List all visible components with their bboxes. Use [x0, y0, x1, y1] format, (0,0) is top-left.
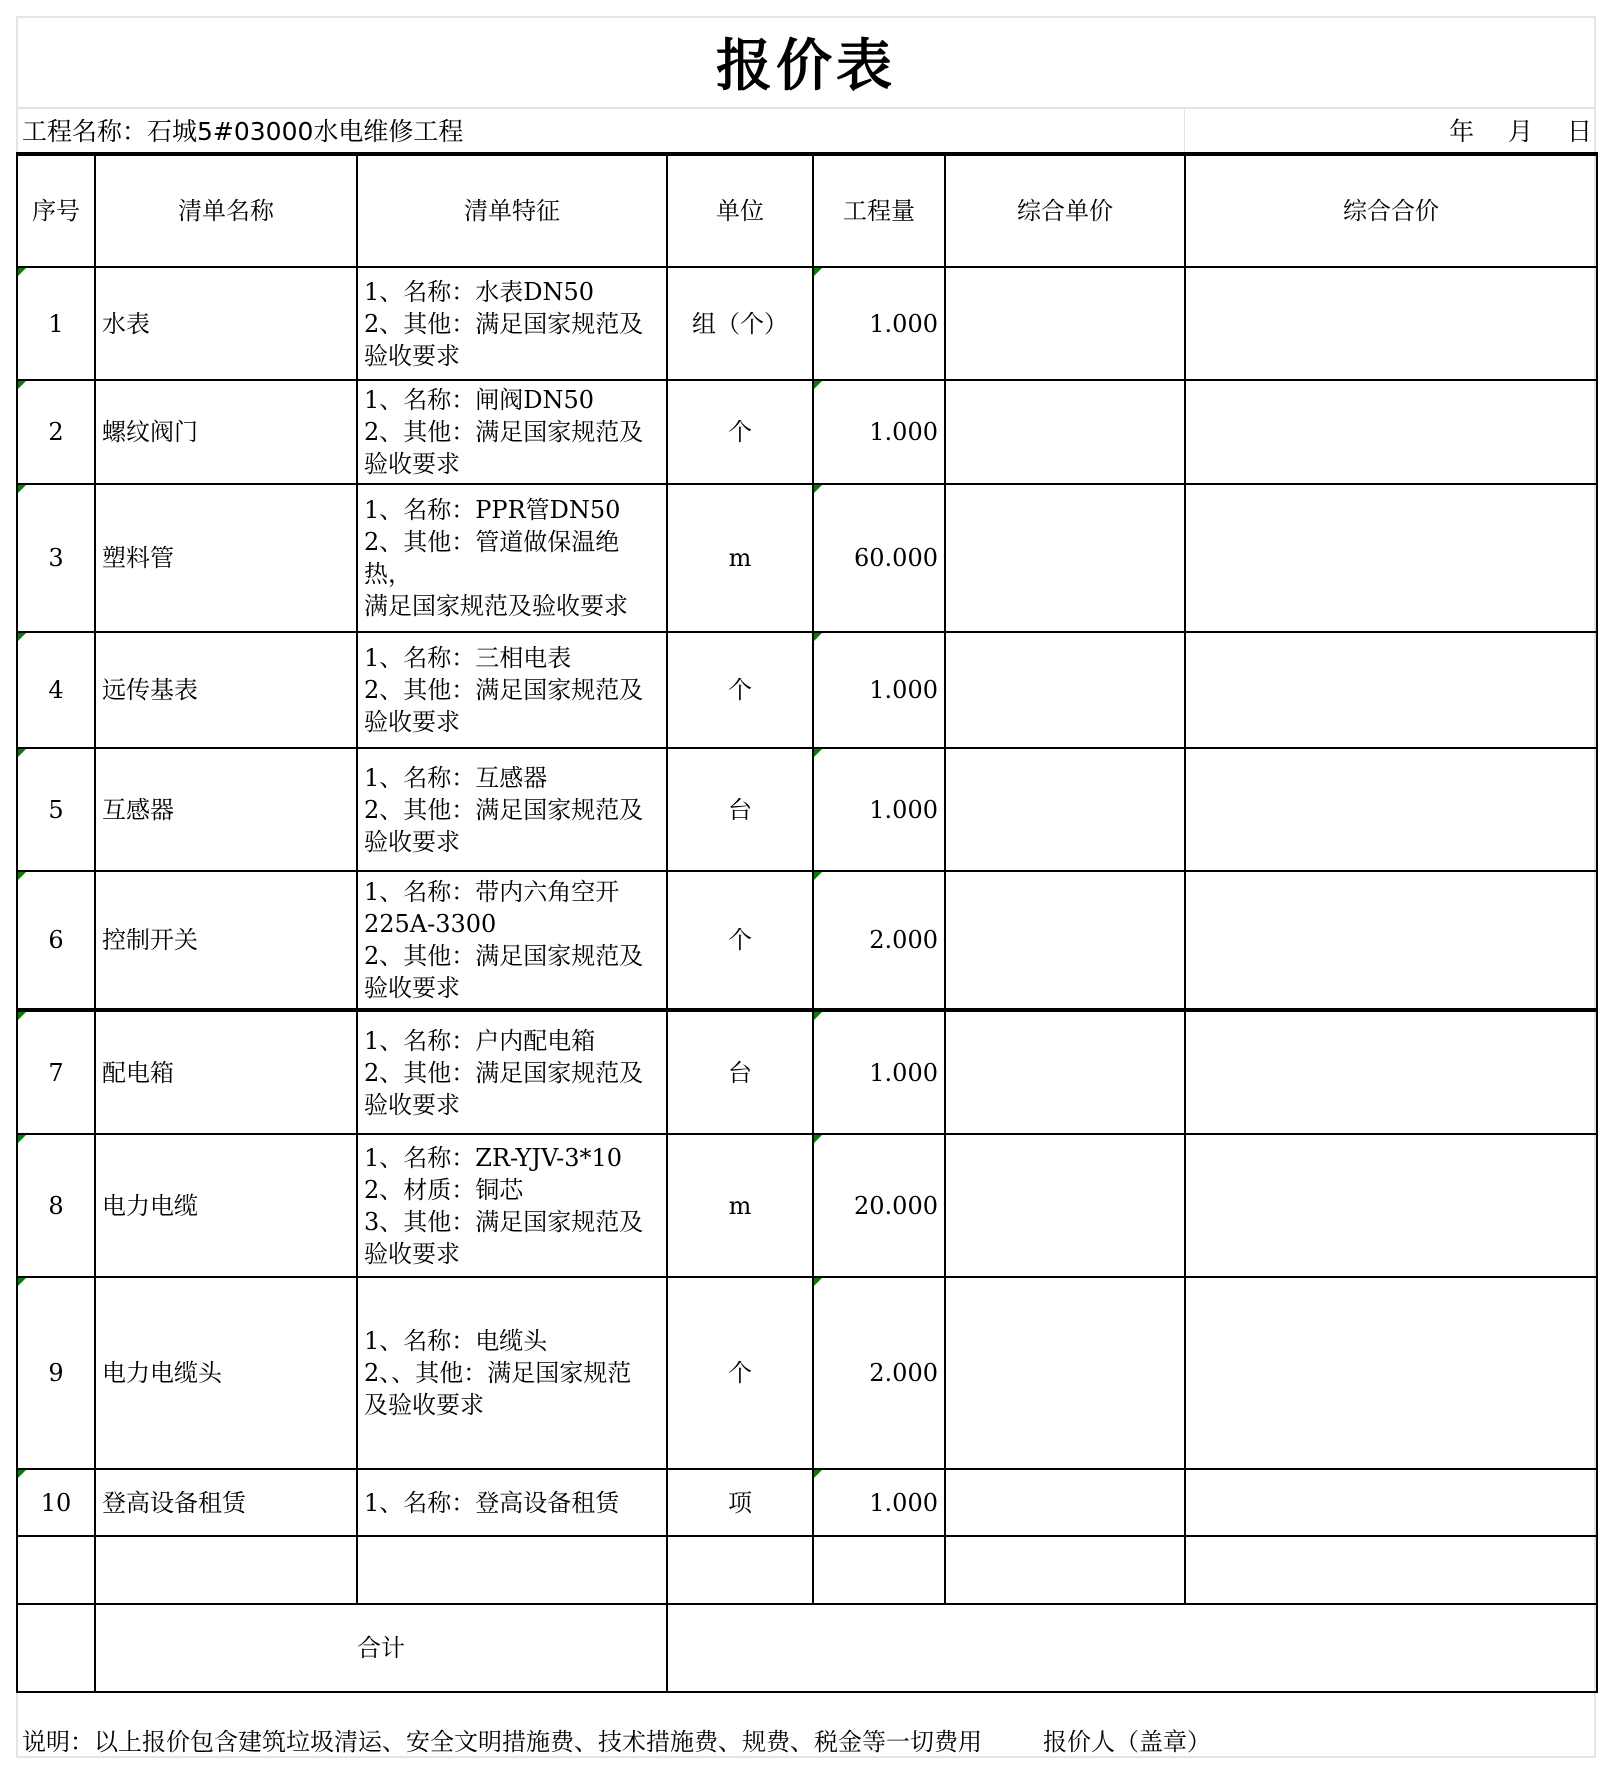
row-no: 7 — [17, 1010, 95, 1134]
item-name: 电力电缆 — [95, 1134, 357, 1277]
table-row — [17, 1010, 1597, 1134]
empty-cell[interactable] — [17, 1536, 95, 1604]
empty-cell[interactable] — [813, 1536, 945, 1604]
unit-price-cell[interactable] — [945, 748, 1185, 871]
item-unit: 个 — [667, 871, 813, 1010]
item-unit: m — [667, 484, 813, 632]
item-qty: 2.000 — [813, 871, 945, 1010]
item-qty: 2.000 — [813, 1277, 945, 1469]
row-no: 5 — [17, 748, 95, 871]
item-qty: 1.000 — [813, 748, 945, 871]
unit-price-cell[interactable] — [945, 380, 1185, 484]
project-name: 工程名称：石城5#03000水电维修工程 — [22, 117, 464, 146]
table-row — [17, 871, 1597, 1010]
item-unit: 台 — [667, 1010, 813, 1134]
item-qty: 20.000 — [813, 1134, 945, 1277]
table-row — [17, 484, 1597, 632]
table-row — [17, 1469, 1597, 1536]
row-no: 4 — [17, 632, 95, 748]
item-name: 远传基表 — [95, 632, 357, 748]
total-price-cell[interactable] — [1185, 484, 1597, 632]
table-row — [17, 380, 1597, 484]
item-qty: 1.000 — [813, 1010, 945, 1134]
header-name: 清单名称 — [95, 154, 357, 267]
item-feature: 1、名称：三相电表 2、其他：满足国家规范及 验收要求 — [357, 632, 667, 748]
unit-price-cell[interactable] — [945, 267, 1185, 380]
item-feature: 1、名称：登高设备租赁 — [357, 1469, 667, 1536]
signer-label: 报价人（盖章） — [1043, 1728, 1212, 1756]
row-no: 6 — [17, 871, 95, 1010]
item-name: 螺纹阀门 — [95, 380, 357, 484]
quote-table — [16, 152, 1598, 1693]
total-label: 合计 — [95, 1604, 667, 1692]
item-unit: 个 — [667, 632, 813, 748]
header-no: 序号 — [17, 154, 95, 267]
row-no: 2 — [17, 380, 95, 484]
item-qty: 1.000 — [813, 632, 945, 748]
row-no: 1 — [17, 267, 95, 380]
item-name: 配电箱 — [95, 1010, 357, 1134]
unit-price-cell[interactable] — [945, 1134, 1185, 1277]
total-price-cell[interactable] — [1185, 632, 1597, 748]
unit-price-cell[interactable] — [945, 1469, 1185, 1536]
item-unit: 项 — [667, 1469, 813, 1536]
total-blank — [17, 1604, 95, 1692]
item-feature: 1、名称：ZR-YJV-3*10 2、材质：铜芯 3、其他：满足国家规范及 验收要求 — [357, 1134, 667, 1277]
total-price-cell[interactable] — [1185, 1010, 1597, 1134]
item-feature: 1、名称：互感器 2、其他：满足国家规范及 验收要求 — [357, 748, 667, 871]
item-feature: 1、名称：户内配电箱 2、其他：满足国家规范及 验收要求 — [357, 1010, 667, 1134]
header-unit-price: 综合单价 — [945, 154, 1185, 267]
header-qty: 工程量 — [813, 154, 945, 267]
total-price-cell[interactable] — [1185, 1134, 1597, 1277]
table-row — [17, 748, 1597, 871]
table-row — [17, 267, 1597, 380]
date-label: 年 月 日 — [1449, 117, 1592, 146]
item-unit: 个 — [667, 380, 813, 484]
unit-price-cell[interactable] — [945, 1277, 1185, 1469]
item-feature: 1、名称：水表DN50 2、其他：满足国家规范及 验收要求 — [357, 267, 667, 380]
footer-description: 说明：以上报价包含建筑垃圾清运、安全文明措施费、技术措施费、规费、税金等一切费用 — [22, 1728, 982, 1756]
item-unit: m — [667, 1134, 813, 1277]
header-feature: 清单特征 — [357, 154, 667, 267]
item-feature: 1、名称：闸阀DN50 2、其他：满足国家规范及 验收要求 — [357, 380, 667, 484]
empty-cell[interactable] — [1185, 1536, 1597, 1604]
row-no: 9 — [17, 1277, 95, 1469]
item-unit: 个 — [667, 1277, 813, 1469]
table-row — [17, 1277, 1597, 1469]
total-price-cell[interactable] — [1185, 1277, 1597, 1469]
header-unit: 单位 — [667, 154, 813, 267]
unit-price-cell[interactable] — [945, 871, 1185, 1010]
item-feature: 1、名称：PPR管DN50 2、其他：管道做保温绝 热， 满足国家规范及验收要求 — [357, 484, 667, 632]
item-name: 互感器 — [95, 748, 357, 871]
total-price-cell[interactable] — [1185, 871, 1597, 1010]
unit-price-cell[interactable] — [945, 1010, 1185, 1134]
item-unit: 台 — [667, 748, 813, 871]
header-row — [17, 154, 1597, 267]
empty-cell[interactable] — [95, 1536, 357, 1604]
item-qty: 1.000 — [813, 1469, 945, 1536]
empty-cell[interactable] — [357, 1536, 667, 1604]
table-row — [17, 1134, 1597, 1277]
empty-cell[interactable] — [945, 1536, 1185, 1604]
row-no: 3 — [17, 484, 95, 632]
total-value-cell[interactable] — [667, 1604, 1597, 1692]
item-qty: 1.000 — [813, 380, 945, 484]
total-price-cell[interactable] — [1185, 380, 1597, 484]
empty-cell[interactable] — [667, 1536, 813, 1604]
empty-row — [17, 1536, 1597, 1604]
header-total-price: 综合合价 — [1185, 154, 1597, 267]
item-qty: 60.000 — [813, 484, 945, 632]
item-feature: 1、名称：电缆头 2、、其他：满足国家规范 及验收要求 — [357, 1277, 667, 1469]
item-unit: 组（个） — [667, 267, 813, 380]
total-price-cell[interactable] — [1185, 748, 1597, 871]
unit-price-cell[interactable] — [945, 484, 1185, 632]
total-row — [17, 1604, 1597, 1692]
total-price-cell[interactable] — [1185, 267, 1597, 380]
item-name: 控制开关 — [95, 871, 357, 1010]
item-qty: 1.000 — [813, 267, 945, 380]
row-no: 8 — [17, 1134, 95, 1277]
item-name: 塑料管 — [95, 484, 357, 632]
item-name: 水表 — [95, 267, 357, 380]
item-name: 登高设备租赁 — [95, 1469, 357, 1536]
table-row — [17, 632, 1597, 748]
total-price-cell[interactable] — [1185, 1469, 1597, 1536]
item-name: 电力电缆头 — [95, 1277, 357, 1469]
item-feature: 1、名称：带内六角空开 225A-3300 2、其他：满足国家规范及 验收要求 — [357, 871, 667, 1010]
page-title: 报价表 — [17, 17, 1595, 109]
unit-price-cell[interactable] — [945, 632, 1185, 748]
footer-note — [22, 1722, 1211, 1757]
row-no: 10 — [17, 1469, 95, 1536]
